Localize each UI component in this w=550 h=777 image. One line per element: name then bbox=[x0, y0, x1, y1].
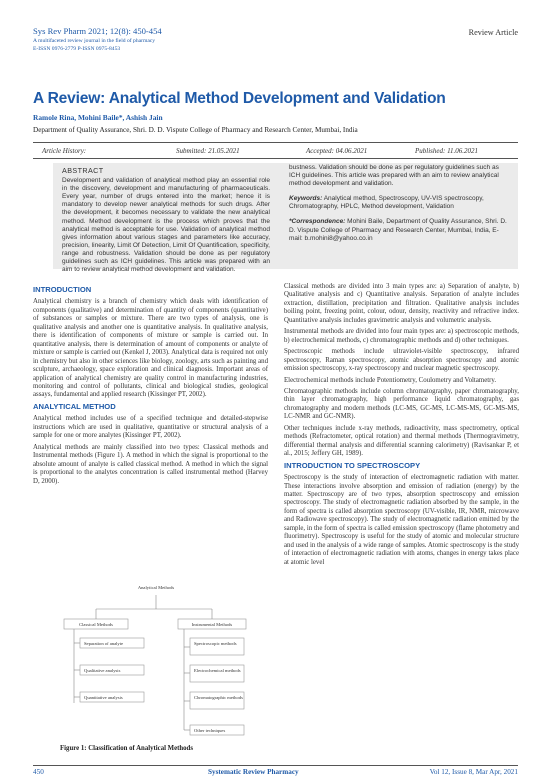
keywords bbox=[289, 195, 511, 211]
keywords-text: Analytical method, Spectroscopy, UV-VIS spectroscopy, Chromatography, HPLC, Method development, Validation bbox=[289, 195, 484, 211]
correspondence bbox=[289, 218, 511, 242]
classical-label: Classical Methods bbox=[79, 622, 113, 627]
separation-label: Separation of analyte bbox=[84, 641, 124, 646]
right-column bbox=[284, 283, 519, 570]
spectroscopy-heading: INTRODUCTION TO SPECTROSCOPY bbox=[284, 460, 421, 470]
left-column bbox=[33, 283, 268, 489]
right-p4: Electrochemical methods include Potentiometry, Coulometry and Voltametry. bbox=[284, 376, 497, 384]
history-label: Article History: bbox=[42, 147, 87, 155]
abstract-text-continued: bustness. Validation should be done as per regulatory guidelines such as ICH guidelines. This article was prepared with an aim to review analytical method development and validation. bbox=[289, 164, 499, 188]
right-p7: Spectroscopy is the study of interaction of electromagnetic radiation with matter. These interactions involve absorption and emission of radiation (energy) by the matter. Spectroscopy are of two types, absorption spectroscopy and emission spectroscopy. The study of electromagnetic radiation absorbed by the sample, in the form of spectra is called absorption spectroscopy (UV-visible, IR, NMR, microwave and Radiowave spectroscopy). The study of electromagnetic radiation emitted by the sample, in the form of spectra is called emission spectroscopy (flame photometry and fluorimetry). Spectroscopy is useful for the study of atomic and molecular structure and used in the analysis of a wide range of samples. Atomic spectroscopy is the study of interaction of electromagnetic radiation with atoms, changes in energy takes place at atomic level bbox=[284, 474, 519, 566]
qualitative-label: Qualitative analysis bbox=[84, 668, 121, 673]
right-p2: Instrumental methods are divided into four main types are: a) spectroscopic methods, b) electrochemical methods, c) chromatographic methods and d) other techniques. bbox=[284, 328, 519, 344]
introduction-heading: INTRODUCTION bbox=[33, 285, 92, 294]
footer-issue: Vol 12, Issue 8, Mar Apr, 2021 bbox=[429, 768, 518, 776]
chromatographic-label: Chromatographic methods bbox=[194, 695, 243, 700]
analytical-method-p1: Analytical method includes use of a specified technique and detailed-stepwise instructions which are used in qualitative, quantitative or structural analysis of a sample for one or more analytes (Kissinger PT, 2002). bbox=[33, 415, 268, 440]
correspondence-label: *Correspondence: bbox=[289, 218, 346, 226]
submitted-date: Submitted: 21.05.2021 bbox=[176, 147, 240, 155]
affiliation: Department of Quality Assurance, Shri. D. D. Vispute College of Pharmacy and Research Center, Mumbai, India bbox=[33, 126, 358, 134]
classification-diagram bbox=[60, 575, 252, 743]
spectroscopic-label: Spectroscopic methods bbox=[194, 641, 237, 646]
page-footer bbox=[33, 765, 518, 776]
published-date: Published: 11.06.2021 bbox=[415, 147, 479, 155]
right-p1: Classical methods are divided into 3 main types are: a) Separation of analyte, b) Qualitative analysis and c) Quantitative analysis. Separation of analyte includes extraction, distillation, precipitation and filtration. Qualitative analysis includes boiling point, freezing point, colour, odour, density, reactivity and refractive index. Quantitative analysis includes gravimetric analysis and volumetric analysis. bbox=[284, 283, 519, 324]
keywords-label: Keywords: bbox=[289, 195, 323, 203]
abstract-box bbox=[53, 163, 518, 274]
article-history bbox=[33, 142, 518, 159]
quantitative-label: Quantitative analysis bbox=[84, 695, 123, 700]
journal-description: A multifaceted review journal in the field of pharmacy bbox=[33, 38, 156, 44]
introduction-text: Analytical chemistry is a branch of chemistry which deals with identification of components (qualitative) and determination of quantity of components (quantitative) of substances or samples or mixture. There are two types of analysis, one is qualitative analysis and another one is quantitative analysis. In qualitative analysis, there is identification of components of mixture or sample is carried out. In quantitative analysis, there is determination of amount of components or analyte of mixture or sample is carried out (Kenkel J, 2003). Analytical data is required not only in chemistry but also in other sciences like biology, zoology, arts such as painting and sculpture, archaeology, space exploration and clinical diagnosis. Important areas of application of analytical chemistry are quality control in manufacturing industries, monitoring and control of pollutants, clinical and biological studies, geological assays, fundamental and applied research (Kissinger PT, 2002). bbox=[33, 298, 268, 399]
figure-1 bbox=[60, 575, 252, 743]
right-p6: Other techniques include x-ray methods, radioactivity, mass spectrometry, optical methods (Refractometer, optical rotation) and thermal methods (Thermogravimetry, differential thermal analysis and differential scanning calorimetry) (Ravisankar P, et al., 2015; Jeffery GH, 1989). bbox=[284, 424, 519, 458]
analytical-method-heading: ANALYTICAL METHOD bbox=[33, 401, 116, 411]
instrumental-label: Instrumental Methods bbox=[191, 622, 233, 627]
page-number: 450 bbox=[33, 768, 44, 776]
article-type: Review Article bbox=[468, 28, 518, 37]
abstract-text: Development and validation of analytical method play an essential role in the discovery, development and manufacturing of pharmaceuticals. Every year, number of drugs entered into the market; hence it is mandatory to develop newer analytical methods for such drugs. After the development, it becomes necessary to validate the new analytical method. Method development is the process which proves that the analytical method is acceptable for use. Validation of analytical method gives information about various stages and parameters like accuracy, precision, linearity, Limit Of Detection, Limit Of Quantification, specificity, range and robustness. Validation should be done as per regulatory guidelines such as ICH guidelines. This article was prepared with an aim to review analytical method development and validation. bbox=[62, 177, 270, 274]
figure-caption: Figure 1: Classification of Analytical Methods bbox=[60, 745, 193, 752]
abstract-right bbox=[289, 164, 511, 243]
issn: E-ISSN 0976-2779 P-ISSN 0975-8453 bbox=[33, 46, 121, 52]
correspondence-text: Mohini Baile, Department of Quality Assurance, Shri. D. D. Vispute College of Pharmacy and Research Center, Mumbai, India, E-mail: b.mohini8@yahoo.co.in bbox=[289, 218, 507, 242]
analytical-method-p2: Analytical methods are mainly classified into two types: Classical methods and Instrumental methods (Figure 1). A method in which the signal is proportional to the absolute amount of analyte is called classical method. A method in which the signal is proportional to the analytes concentration is called instrumental method (Harvey D, 2000). bbox=[33, 443, 268, 485]
article-title: A Review: Analytical Method Development and Validation bbox=[33, 90, 446, 107]
authors: Ramole Rina, Mohini Baile*, Ashish Jain bbox=[33, 113, 163, 122]
right-p5: Chromatographic methods include column chromatography, paper chromatography, thin layer chromatography, high performance liquid chromatography, gas chromatography and modern methods (LC-MS, GC-MS, LC-MS-MS, GC-MS-MS, LC-NMR and GC-NMR). bbox=[284, 387, 519, 421]
right-p3: Spectroscopic methods include ultraviolet-visible spectroscopy, infrared spectroscopy, Raman spectroscopy, atomic absorption spectroscopy and atomic emission spectroscopy, x-ray spectroscopy and nuclear magnetic spectroscopy. bbox=[284, 348, 519, 373]
abstract-left bbox=[62, 166, 270, 274]
electrochemical-label: Electrochemical methods bbox=[194, 668, 241, 673]
accepted-date: Accepted: 04.06.2021 bbox=[306, 147, 368, 155]
abstract-heading: ABSTRACT bbox=[62, 166, 104, 175]
citation: Sys Rev Pharm 2021; 12(8): 450-454 bbox=[33, 26, 162, 36]
other-label: Other techniques bbox=[194, 728, 226, 733]
root-label: Analytical Methods bbox=[137, 585, 175, 590]
footer-journal: Systematic Review Pharmacy bbox=[208, 768, 299, 776]
